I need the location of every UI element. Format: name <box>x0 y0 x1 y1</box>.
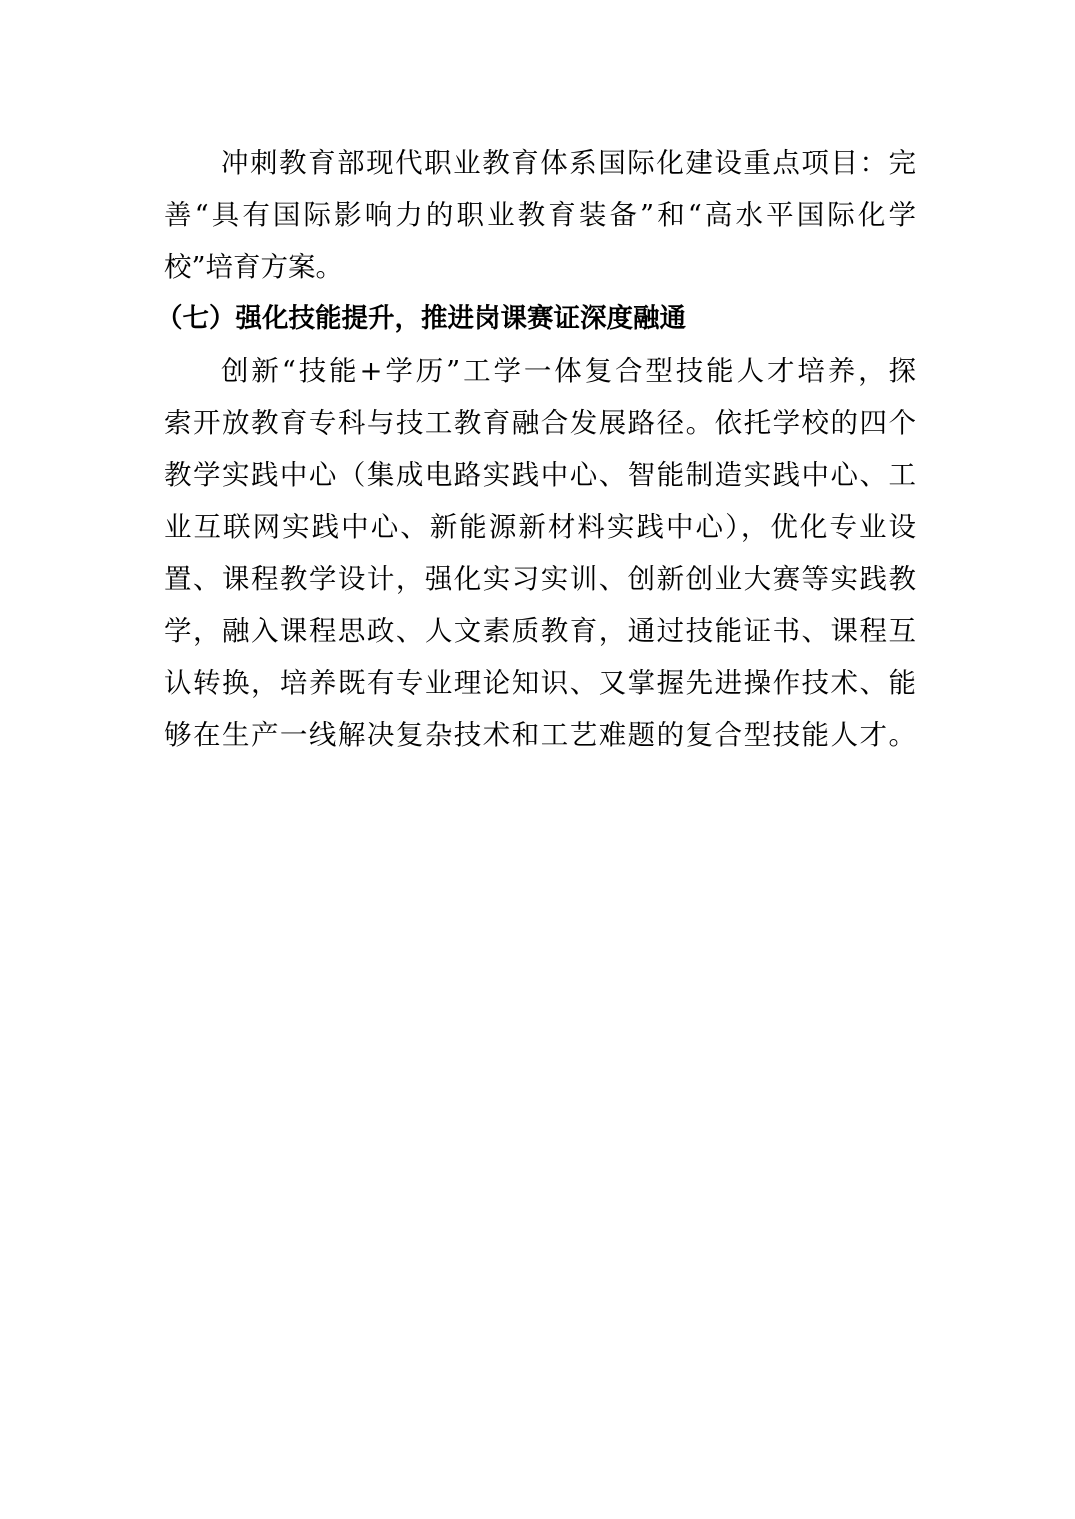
paragraph-line: 善“具有国际影响力的职业教育装备”和“高水平国际化学 <box>164 199 916 231</box>
paragraph-line: 教学实践中心（集成电路实践中心、智能制造实践中心、工 <box>164 459 916 491</box>
paragraph-line: 够在生产一线解决复杂技术和工艺难题的复合型技能人才。 <box>164 719 916 751</box>
paragraph-line: 校”培育方案。 <box>164 251 344 283</box>
paragraph-skills-training <box>164 345 916 761</box>
section-heading: （七）强化技能提升，推进岗课赛证深度融通 <box>156 303 686 334</box>
paragraph-line: 索开放教育专科与技工教育融合发展路径。依托学校的四个 <box>164 407 916 439</box>
paragraph-line: 认转换，培养既有专业理论知识、又掌握先进操作技术、能 <box>164 667 916 699</box>
paragraph-line: 学，融入课程思政、人文素质教育，通过技能证书、课程互 <box>164 615 916 647</box>
document-body <box>156 137 916 761</box>
paragraph-line: 冲刺教育部现代职业教育体系国际化建设重点项目：完 <box>221 147 916 179</box>
paragraph-line: 置、课程教学设计，强化实习实训、创新创业大赛等实践教 <box>164 563 916 595</box>
paragraph-international-projects <box>164 137 916 293</box>
paragraph-line: 创新“技能+学历”工学一体复合型技能人才培养，探 <box>221 355 916 387</box>
paragraph-line: 业互联网实践中心、新能源新材料实践中心），优化专业设 <box>164 511 916 543</box>
